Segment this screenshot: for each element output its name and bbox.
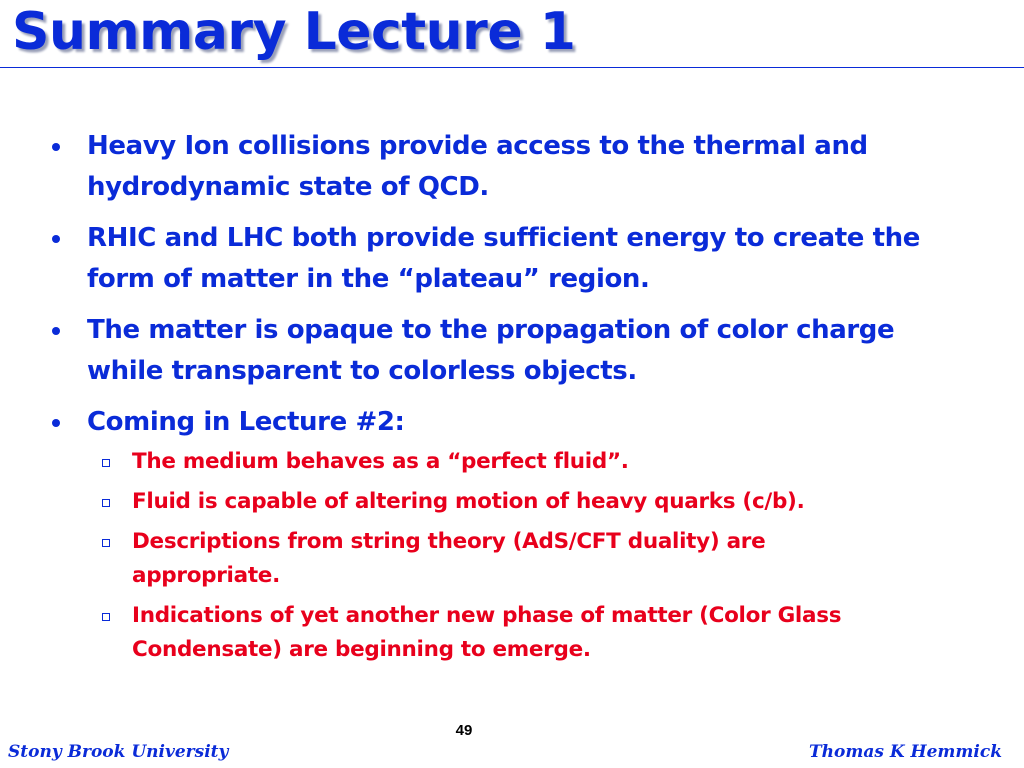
bullet-dot-icon <box>52 327 60 335</box>
hollow-square-icon <box>102 613 110 621</box>
hollow-square-icon <box>102 539 110 547</box>
bullet-text: The matter is opaque to the propagation of color charge while transparent to colorless objects. <box>87 315 895 386</box>
bullet-text: Coming in Lecture #2: <box>87 407 405 437</box>
sub-bullet-item <box>52 445 902 479</box>
bullet-text: RHIC and LHC both provide sufficient energy to create the form of matter in the “plateau” region. <box>87 223 921 294</box>
sub-bullet-list <box>52 445 952 667</box>
bullet-item <box>52 310 952 392</box>
footer-institution: Stony Brook University <box>8 742 229 762</box>
bullet-dot-icon <box>52 419 60 427</box>
page-number: 49 <box>455 722 473 739</box>
sub-bullet-item <box>52 525 902 593</box>
sub-bullet-section <box>52 445 952 673</box>
hollow-square-icon <box>102 499 110 507</box>
bullet-list <box>52 126 952 453</box>
footer-author: Thomas K Hemmick <box>809 742 1002 762</box>
bullet-item <box>52 218 952 300</box>
slide-title: Summary Lecture 1 <box>12 2 576 62</box>
title-divider <box>0 67 1024 68</box>
hollow-square-icon <box>102 459 110 467</box>
sub-bullet-item <box>52 485 902 519</box>
bullet-item <box>52 126 952 208</box>
bullet-text: Heavy Ion collisions provide access to the thermal and hydrodynamic state of QCD. <box>87 131 868 202</box>
sub-bullet-text: Descriptions from string theory (AdS/CFT duality) are appropriate. <box>132 529 766 588</box>
sub-bullet-text: Fluid is capable of altering motion of heavy quarks (c/b). <box>132 489 805 514</box>
bullet-dot-icon <box>52 143 60 151</box>
bullet-item <box>52 402 952 443</box>
sub-bullet-item <box>52 599 902 667</box>
sub-bullet-text: The medium behaves as a “perfect fluid”. <box>132 449 629 474</box>
sub-bullet-text: Indications of yet another new phase of matter (Color Glass Condensate) are beginning to emerge. <box>132 603 842 662</box>
bullet-dot-icon <box>52 235 60 243</box>
